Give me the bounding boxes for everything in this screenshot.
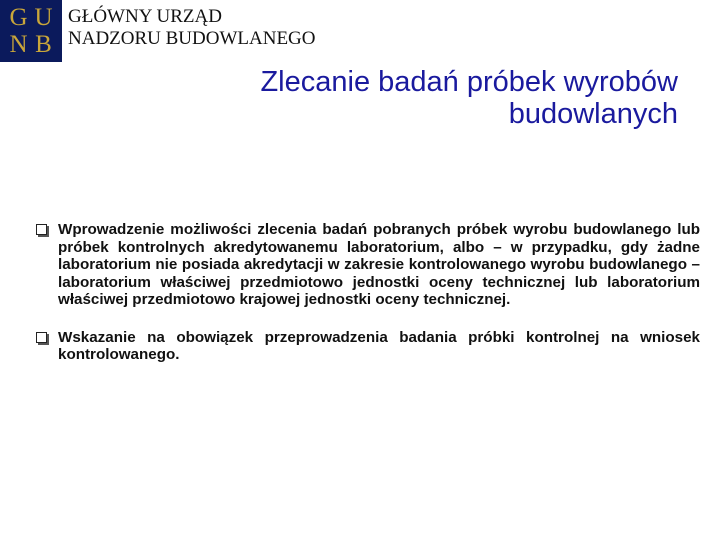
bullet-item — [36, 329, 700, 364]
checkbox-icon — [36, 332, 47, 343]
slide-title-line2: budowlanych — [508, 98, 678, 130]
logo-letter: G — [9, 4, 28, 31]
checkbox-icon — [36, 224, 47, 235]
gunb-logo — [0, 0, 62, 62]
logo-letter: N — [9, 31, 28, 58]
slide-title — [158, 66, 678, 130]
org-name-line1: GŁÓWNY URZĄD — [68, 6, 222, 27]
bullet-list — [36, 221, 700, 384]
bullet-text: Wprowadzenie możliwości zlecenia badań pobranych próbek wyrobu budowlanego lub próbek kontrolnych akredytowanemu laboratorium, albo – w przypadku, gdy żadne laboratorium nie posiada akredytacji w zakresie kontrolowanego wyrobu budowlanego – laboratorium właściwej przedmiotowo jednostki oceny technicznej lub laboratorium właściwej przedmiotowo krajowej jednostki oceny technicznej. — [58, 221, 700, 308]
bullet-text: Wskazanie na obowiązek przeprowadzenia badania próbki kontrolnej na wniosek kontrolowanego. — [58, 328, 700, 363]
org-name-line2: NADZORU BUDOWLANEGO — [68, 28, 316, 49]
logo-letter: U — [34, 4, 53, 31]
slide-title-line1: Zlecanie badań próbek wyrobów — [260, 66, 678, 98]
bullet-item — [36, 221, 700, 309]
organization-name — [68, 6, 316, 50]
logo-letter: B — [35, 31, 52, 58]
